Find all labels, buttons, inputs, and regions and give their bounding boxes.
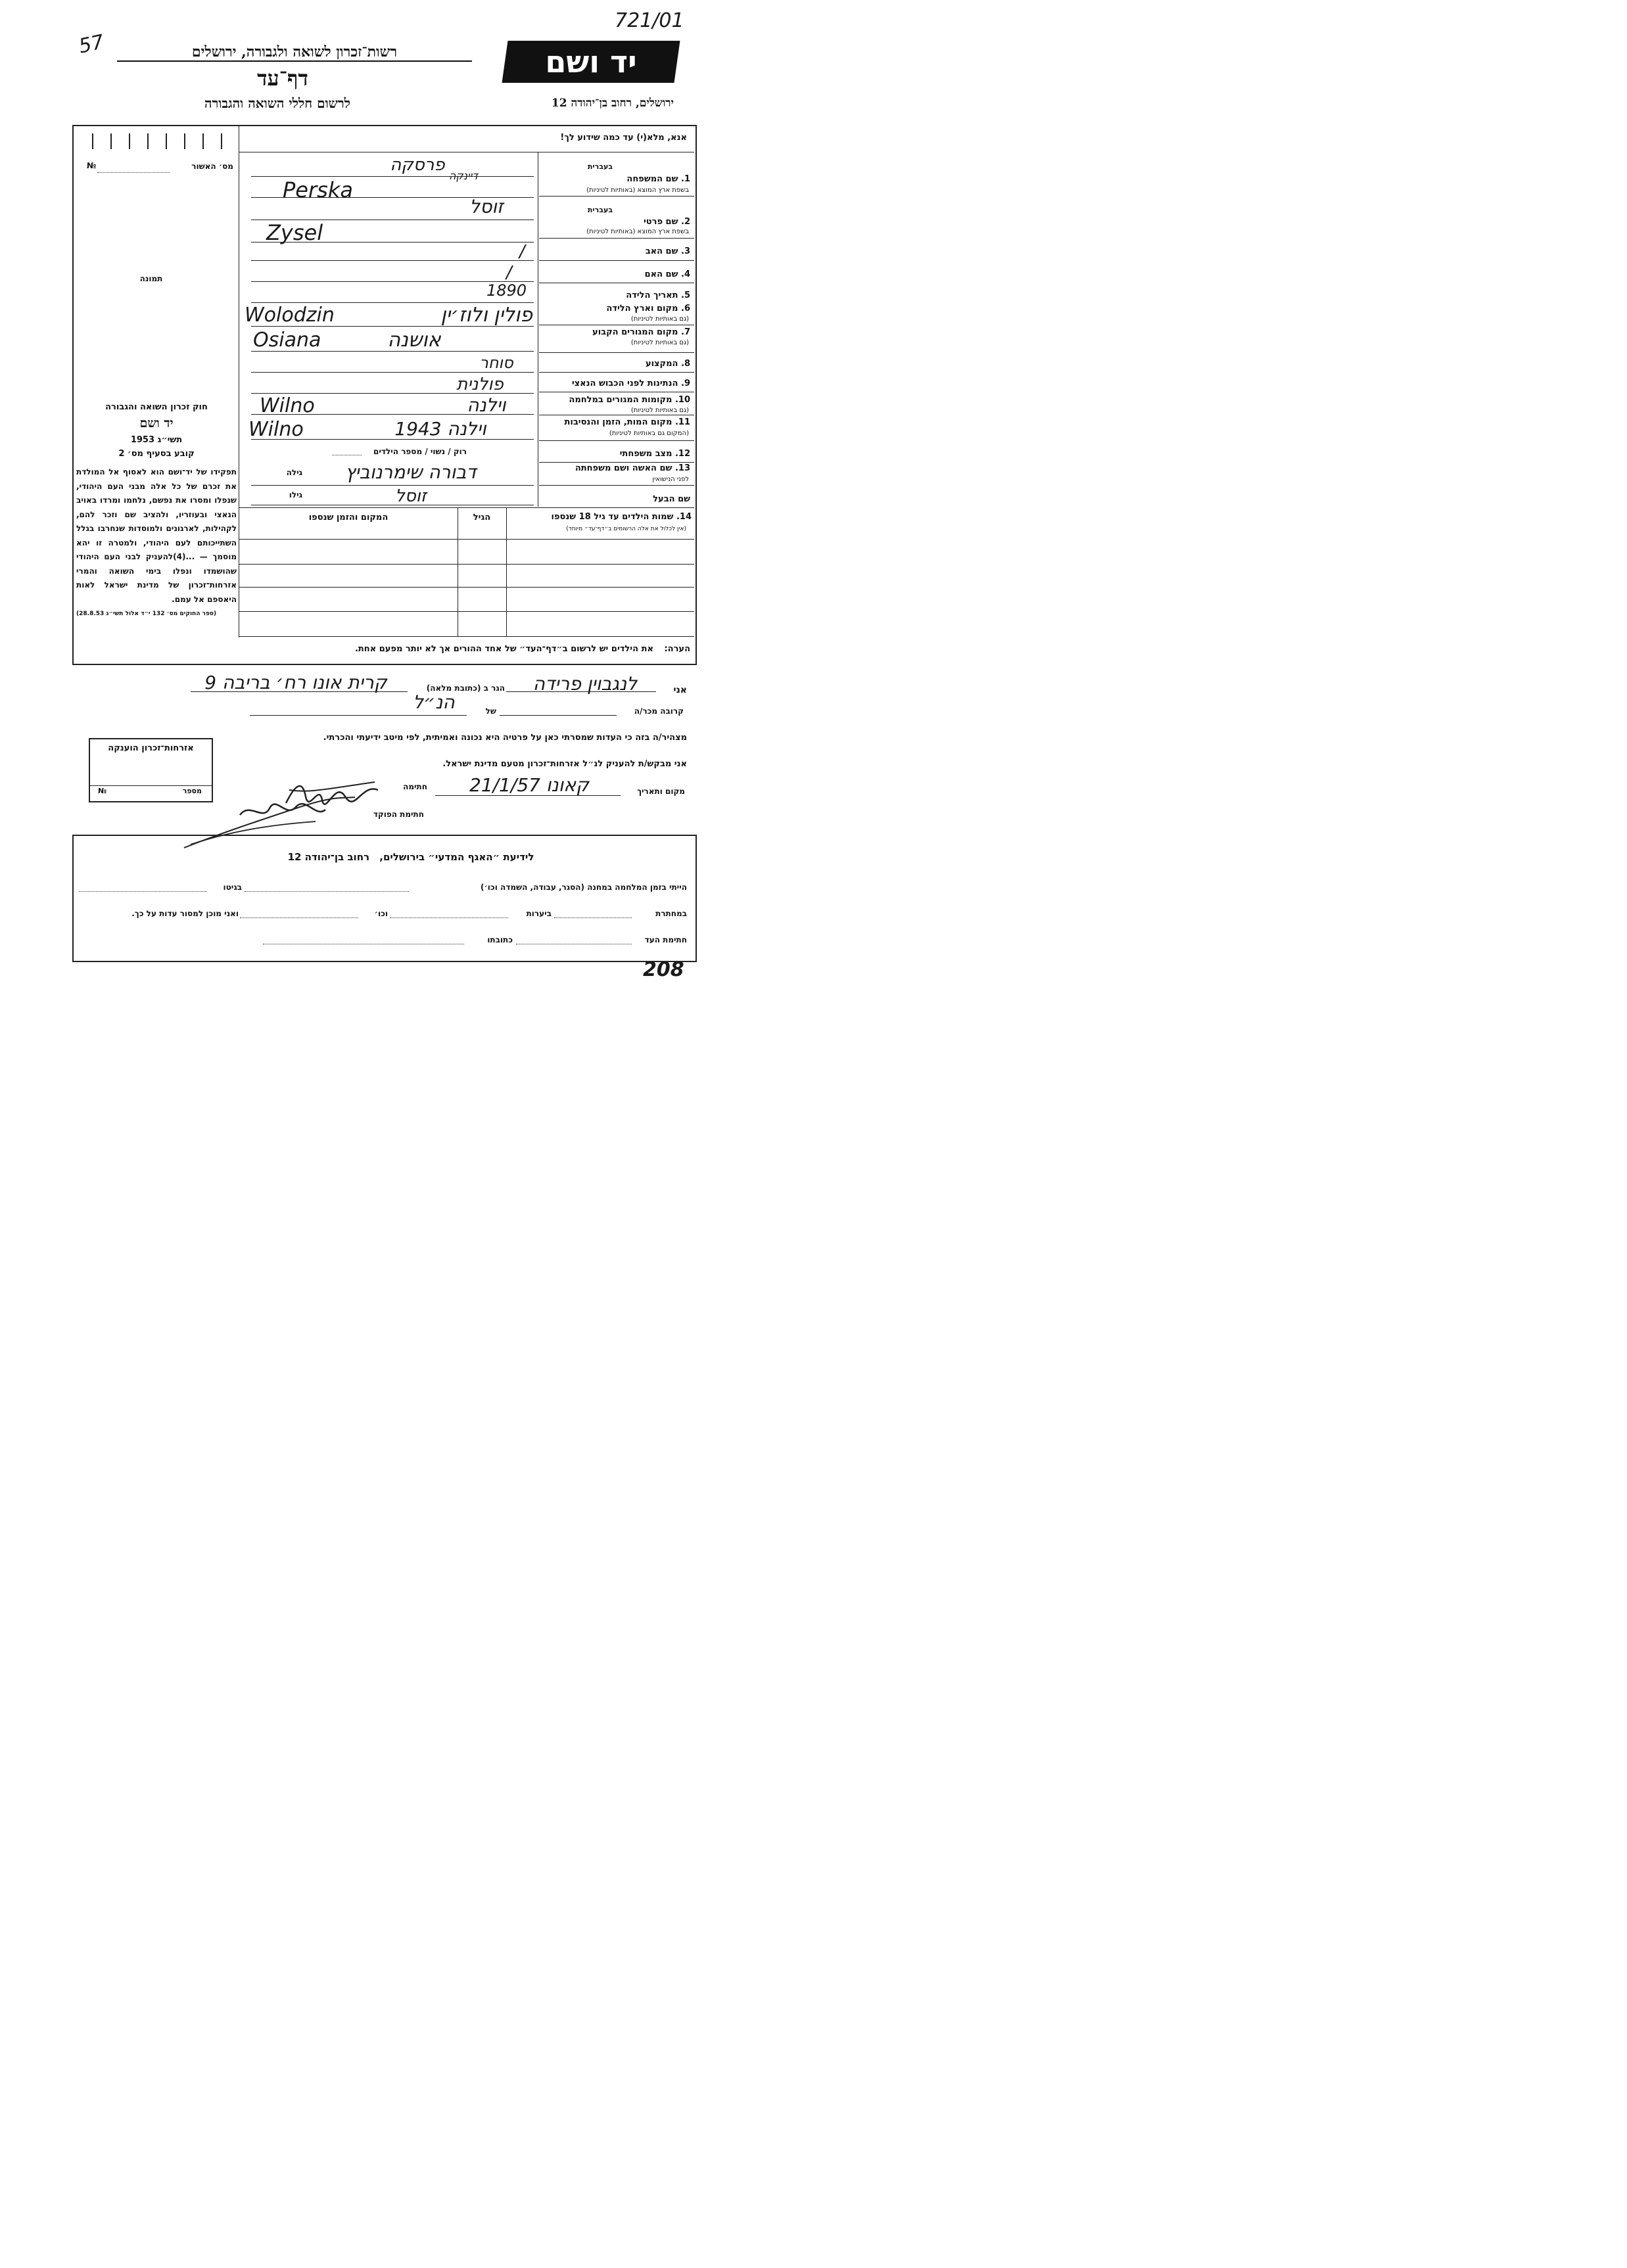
field-13-value: דבורה שימרנוביץ: [345, 461, 477, 483]
husband-age-label: גילו: [289, 490, 302, 499]
witness-of-label: של: [485, 706, 496, 716]
law-section: קובע בסעיף מס׳ 2: [118, 449, 195, 459]
field-2-label: 2. שם פרטי: [643, 217, 690, 227]
field-5-value: 1890: [486, 281, 527, 300]
children-label: 14. שמות הילדים עד גיל 18 שנספו: [551, 512, 692, 522]
citizenship-box-title: אזרחות־זכרון הוענקה: [108, 743, 194, 753]
witness-relation: הנ״ל: [413, 691, 455, 713]
field-2-lang: בעברית: [587, 206, 613, 214]
field-8-label: 8. המקצוע: [645, 359, 690, 369]
field-11-value-latin: Wilno: [248, 418, 304, 441]
photo-label: תמונה: [139, 274, 163, 283]
field-10-sub: (גם באותיות לטיניות): [630, 407, 689, 414]
field-13-label: 13. שם האשה ושם משפחתה: [575, 463, 690, 473]
field-8-value: סוחר: [479, 354, 513, 372]
field-6-value-hebrew: פולין ולוז׳ין: [440, 304, 532, 327]
field-7-value-latin: Osiana: [253, 329, 321, 352]
witness-declaration: מצהיר/ה בזה כי העדות שמסרתי כאן על פרטיה היא נכונה ואמיתית, לפי מיטב ידיעתי והכרתי.: [323, 733, 687, 743]
law-body: תפקידו של יד־ושם הוא לאסוף אל המולדת את זכרם של כל אלה מבני העם היהודי, שנפלו ומסרו את נפשם, נלחמו ומרדו באויב הנאצי ובעוזריו, ולהציב שם וזכר להם, לקהילות, לארגונים ולמוסדות שנחרבו בגלל השתייכותם לעם היהודי, ולמטרה זו יהא מוסמך — ...(4)להעניק לבני העם היהודי שהושמדו ונפלו בימי השואה והמרי אזרחות־זכרון של מדינת ישראל לאות היאספם אל עמם.: [76, 467, 237, 604]
bottom-page-number: 208: [643, 958, 684, 981]
field-1-note: דיינקה: [448, 170, 479, 182]
bottom-line1-a: הייתי בזמן המלחמה במחנה (הסגר, עבודה, השמדה וכו׳): [481, 883, 687, 892]
authority-name: רשות־זכרון לשואה ולגבורה, ירושלים: [117, 43, 472, 62]
witness-name: לנגבוין פרידה: [532, 673, 638, 695]
field-13-sub: לפני הנישואין: [652, 476, 689, 483]
bottom-line2-a: במחתרת: [655, 909, 687, 918]
note: [243, 644, 690, 654]
field-10-label: 10. מקומות המגורים במלחמה: [569, 395, 690, 405]
bottom-title-text: לידיעת ״האגף המדעי״ בירושלים,: [379, 851, 534, 863]
field-7-sub: (גם באותיות לטיניות): [630, 339, 689, 346]
field-3-value: /: [519, 242, 525, 262]
field-11-sub: (המקום גם באותיות לטיניות): [609, 430, 689, 437]
citizenship-no-label: מספר: [182, 787, 202, 795]
citizenship-box: [89, 738, 213, 802]
field-1-value-hebrew: פרסקה: [390, 155, 445, 175]
field-4-label: 4. שם האם: [644, 269, 690, 279]
bottom-line2-c: וכו׳: [374, 909, 388, 918]
approval-number-boxes: [92, 133, 237, 150]
field-6-value-latin: Wolodzin: [245, 304, 335, 327]
bottom-line3-a: חתימת העד: [644, 935, 687, 944]
children-sub: (אין לכלול את אלה הרשומים ב״דף־עד״ מיוחד): [566, 526, 686, 532]
witness-residing-label: הגר ב (כתובת מלאה): [426, 683, 505, 693]
children-col-age: הגיל: [473, 513, 491, 522]
bottom-line1-b: בגיטו: [223, 883, 242, 892]
form-subtitle: לרשום חללי השואה והגבורה: [204, 95, 351, 111]
witness-place-date-label: מקום ותאריך: [637, 787, 685, 796]
field-1-label: 1. שם המשפחה: [626, 174, 690, 184]
field-9-value: פולנית: [456, 375, 504, 394]
approval-number-label: מס׳ האשור: [191, 162, 233, 171]
field-2-value-hebrew: זוסל: [469, 196, 504, 218]
witness-address: קרית אונו רח׳ בריבה 9: [204, 672, 387, 693]
witness-signature-label: חתימה: [403, 782, 427, 791]
field-11-label: 11. מקום המות, הזמן והנסיבות: [564, 417, 690, 427]
field-3-label: 3. שם האב: [645, 246, 690, 256]
instructions: אנא, מלא(י) עד כמה שידוע לך!: [560, 133, 687, 143]
field-12-status-options: רוק / נשוי / מספר הילדים: [373, 447, 467, 456]
bottom-address: רחוב בן־יהודה 12: [287, 851, 370, 863]
witness-relation-label: קרובה מכר/ה: [634, 706, 684, 716]
law-title: חוק זכרון השואה והגבורה: [105, 402, 208, 412]
field-13-age-label: גילה: [286, 468, 302, 477]
law-year: תשי״ג 1953: [130, 435, 183, 445]
field-2-value-latin: Zysel: [266, 220, 323, 245]
address: ירושלים, רחוב בן־יהודה 12: [551, 97, 674, 110]
bottom-line3-b: כתובתו: [487, 935, 513, 944]
field-7-label: 7. מקום המגורים הקבוע: [592, 327, 690, 337]
field-12-label: 12. מצב משפחתי: [619, 449, 690, 459]
field-10-value-hebrew: וילנה: [467, 394, 506, 416]
yad-vashem-logo: [502, 41, 680, 83]
field-7-value-hebrew: אושנה: [387, 329, 441, 352]
bottom-line2-d: ואני מוכן למסור עדות על כך.: [131, 909, 239, 918]
law-excerpt: [76, 402, 237, 617]
field-6-label: 6. מקום וארץ הלידה: [606, 304, 690, 313]
note-label: הערה:: [664, 644, 690, 654]
field-11-value-hebrew: וילנה 1943: [394, 418, 486, 440]
law-source: (ספר החוקים מס׳ 132 י״ד אלול תשי״ג 28.8.53): [76, 611, 217, 617]
bottom-line2-b: ביערות: [526, 909, 552, 918]
law-name: יד ושם: [139, 416, 174, 430]
witness-request: אני מבקש/ת להעניק לנ״ל אזרחות־זכרון מטעם מדינת ישראל.: [442, 759, 687, 769]
citizenship-no-symbol: №: [98, 787, 107, 795]
field-5-label: 5. תאריך הלידה: [626, 290, 690, 300]
approval-number-symbol: №: [87, 161, 97, 170]
field-2-sub: בשפת ארץ המוצא (באותיות לטיניות): [586, 228, 689, 235]
field-10-value-latin: Wilno: [260, 394, 315, 417]
field-9-label: 9. הנתינות לפני הכבוש הנאצי: [571, 379, 690, 388]
logo-text: יד ושם: [545, 44, 637, 80]
note-text: את הילדים יש לרשום ב״דף־העד״ של אחד ההורים אך לא יותר מפעם אחת.: [354, 644, 653, 654]
husband-label: שם הבעל: [653, 494, 690, 504]
top-left-number: 57: [76, 30, 106, 58]
field-6-sub: (גם באותיות לטיניות): [630, 315, 689, 323]
field-1-lang: בעברית: [587, 162, 613, 171]
witness-i-label: אני: [673, 685, 687, 695]
official-signature-label: חתימת הפוקד: [373, 810, 424, 819]
field-4-value: /: [506, 263, 512, 283]
top-right-number: 721/01: [615, 9, 684, 32]
husband-value: זוסל: [395, 486, 427, 506]
children-col-place: המקום והזמן שנספו: [308, 513, 389, 522]
form-title: דף־עד: [257, 66, 308, 91]
bottom-title: [256, 851, 565, 863]
witness-place-date: קאונו 21/1/57: [469, 774, 589, 796]
field-1-value-latin: Perska: [283, 177, 353, 202]
field-1-sub: בשפת ארץ המוצא (באותיות לטיניות): [586, 187, 689, 194]
